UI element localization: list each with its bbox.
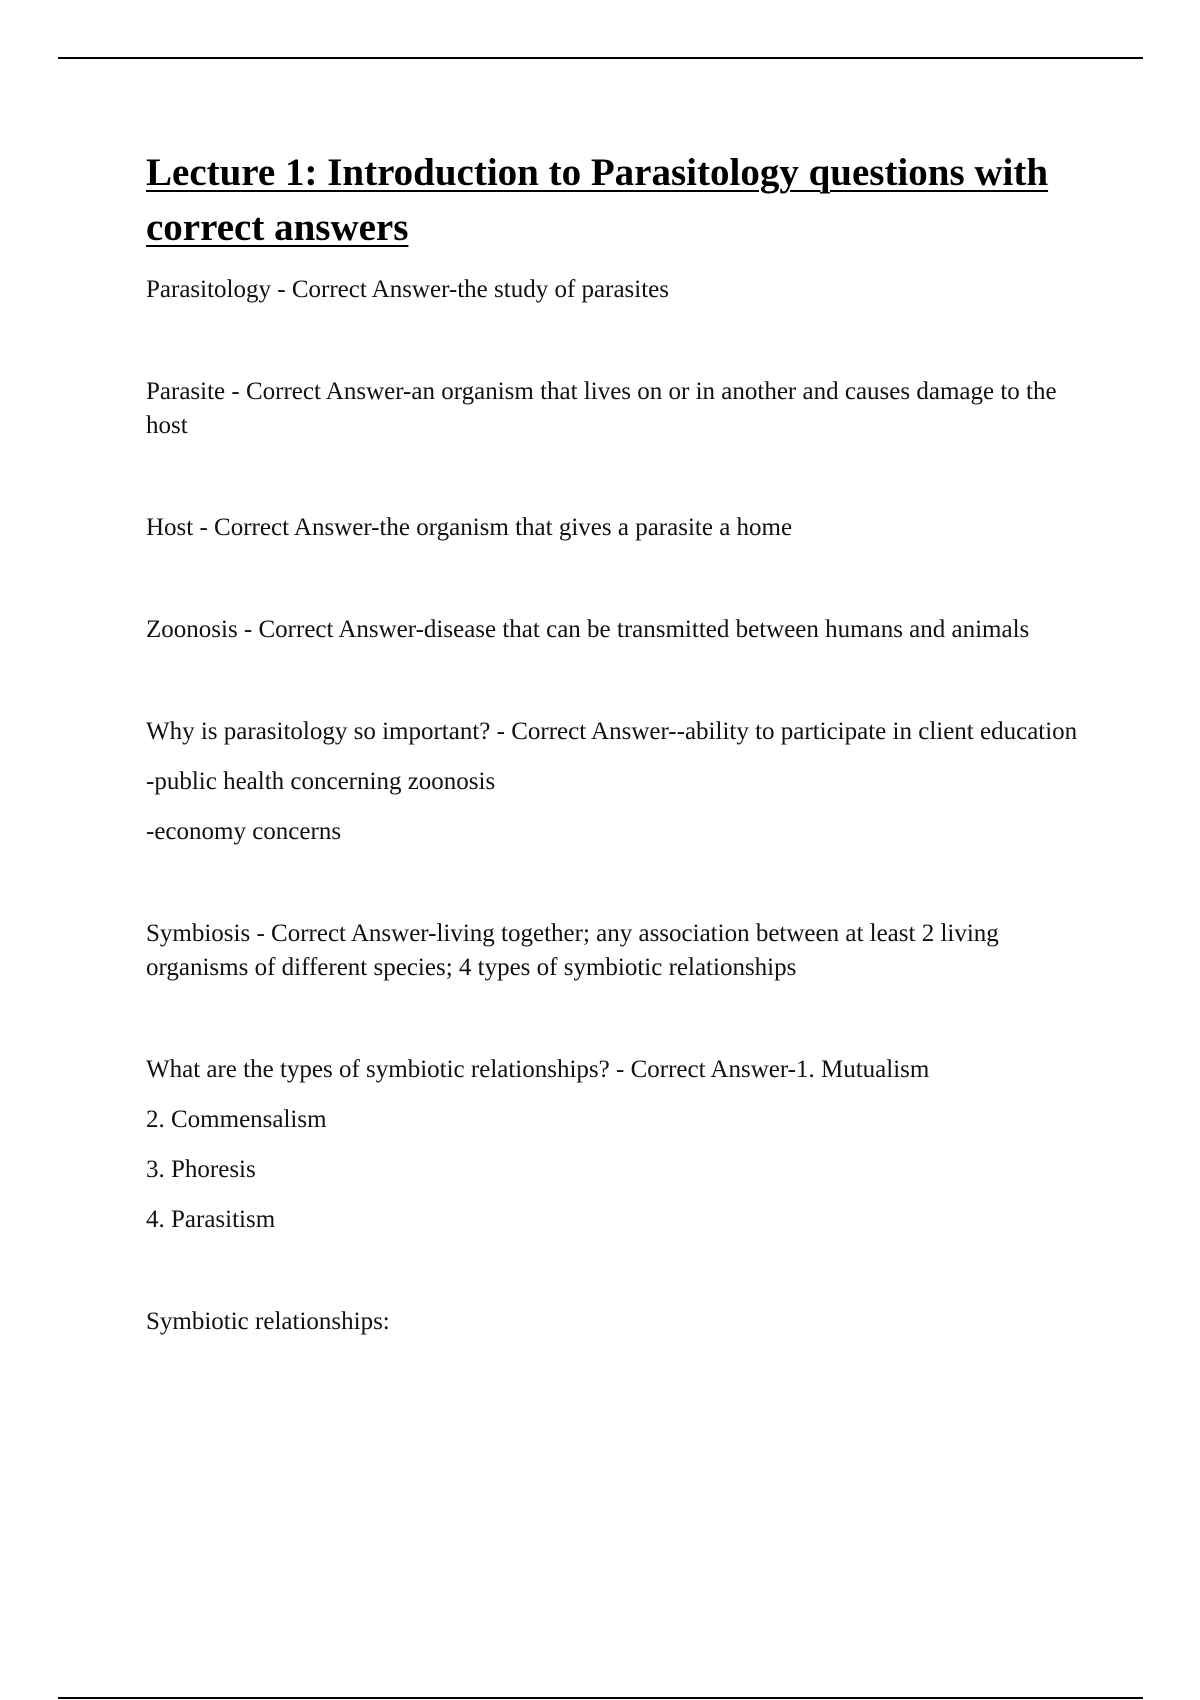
qa-list-line: 3. Phoresis bbox=[146, 1156, 256, 1183]
qa-text: Symbiotic relationships: bbox=[146, 1308, 390, 1335]
qa-text: Why is parasitology so important? - Correct Answer--ability to participate in client education bbox=[146, 718, 1078, 745]
qa-entry-host bbox=[146, 511, 1091, 545]
bottom-rule bbox=[58, 1697, 1143, 1699]
qa-entry-zoonosis bbox=[146, 613, 1091, 647]
top-rule bbox=[58, 57, 1143, 59]
qa-list-line: 2. Commensalism bbox=[146, 1106, 327, 1133]
qa-entry-importance bbox=[146, 715, 1091, 849]
qa-text: Parasite - Correct Answer-an organism that lives on or in another and causes damage to the host bbox=[146, 378, 1057, 439]
qa-text: Host - Correct Answer-the organism that gives a parasite a home bbox=[146, 514, 793, 541]
qa-text: Parasitology - Correct Answer-the study of parasites bbox=[146, 276, 669, 303]
document-title: Lecture 1: Introduction to Parasitology questions with correct answers bbox=[146, 151, 1049, 249]
qa-entry-symbiotic-types bbox=[146, 1053, 1091, 1237]
qa-entry-symbiotic-relationships bbox=[146, 1305, 1091, 1339]
qa-entry-parasite bbox=[146, 375, 1091, 443]
qa-entry-symbiosis bbox=[146, 917, 1091, 985]
qa-text: What are the types of symbiotic relationships? - Correct Answer-1. Mutualism bbox=[146, 1056, 930, 1083]
qa-text: Symbiosis - Correct Answer-living together; any association between at least 2 living organisms of different species; 4 types of symbiotic relationships bbox=[146, 920, 999, 981]
document-body bbox=[146, 145, 1091, 1339]
qa-list-line: -public health concerning zoonosis bbox=[146, 768, 496, 795]
qa-text: Zoonosis - Correct Answer-disease that can be transmitted between humans and animals bbox=[146, 616, 1030, 643]
qa-list-line: 4. Parasitism bbox=[146, 1206, 276, 1233]
qa-entry-parasitology bbox=[146, 273, 1091, 307]
qa-list-line: -economy concerns bbox=[146, 818, 342, 845]
